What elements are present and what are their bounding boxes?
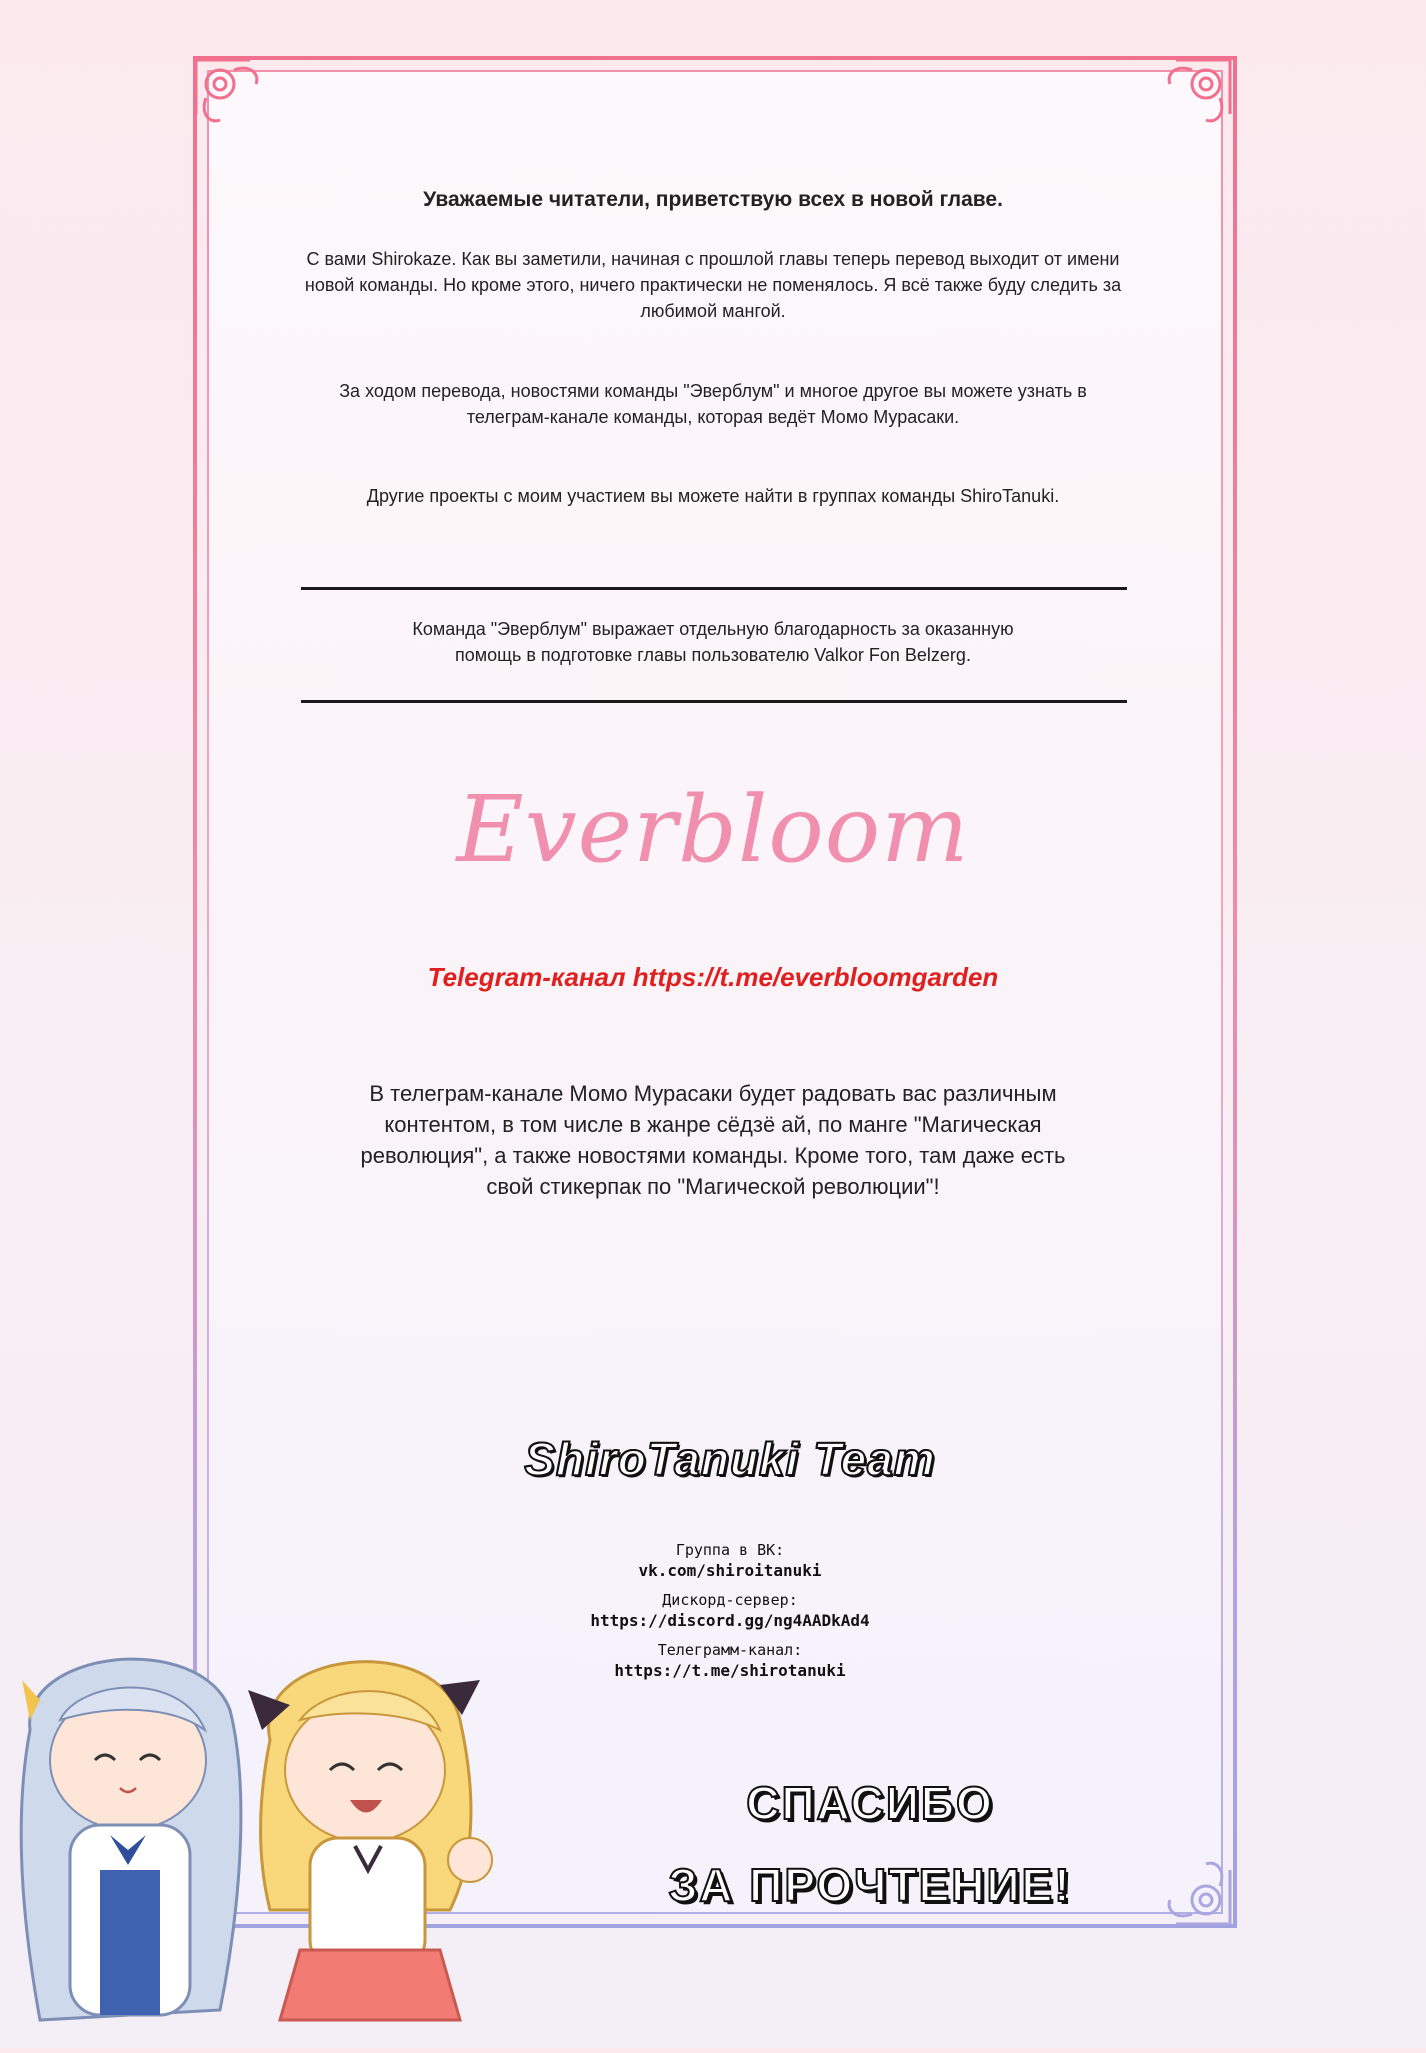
text-line: Команда "Эверблум" выражает отдельную благодарность за оказанную (412, 619, 1014, 639)
team-title: ShiroTanuki Team (524, 1433, 936, 1485)
discord-link[interactable]: https://discord.gg/ng4AADkAd4 (590, 1611, 870, 1630)
text-line: За ходом перевода, новостями команды "Эверблум" и многое другое вы можете узнать в (339, 381, 1087, 401)
closing-line-1: СПАСИБО (746, 1777, 994, 1829)
text-line: С вами Shirokaze. Как вы заметили, начиная с прошлой главы теперь перевод выходит от имени (306, 249, 1120, 269)
everbloom-logo: Everbloom (456, 776, 970, 883)
text-line: контентом, в том числе в жанре сёдзё ай, по манге "Магическая (384, 1112, 1042, 1137)
text-line: телеграм-канале команды, которая ведёт Момо Мурасаки. (466, 407, 960, 427)
letter-paragraph-2 (260, 378, 1166, 430)
vk-link[interactable]: vk.com/shiroitanuki (638, 1561, 822, 1580)
ornament-corner-icon (190, 54, 280, 144)
blonde-girl-icon (248, 1662, 492, 2020)
ornament-corner-icon (1146, 1840, 1236, 1930)
letter-paragraph-3: Другие проекты с моим участием вы можете найти в группах команды ShiroTanuki. (366, 486, 1060, 506)
telegram-description (330, 1078, 1096, 1202)
vk-label: Группа в ВК: (675, 1541, 785, 1559)
letter-greeting: Уважаемые читатели, приветствую всех в новой главе. (423, 188, 1003, 211)
closing-line-2: ЗА ПРОЧТЕНИЕ! (668, 1859, 1072, 1911)
text-line: революция", а также новостями команды. Кроме того, там даже есть (360, 1143, 1066, 1168)
silver-haired-girl-icon (21, 1659, 241, 2020)
divider (301, 587, 1127, 590)
text-line: новой команды. Но кроме этого, ничего практически не поменялось. Я всё также буду следить за (304, 275, 1122, 295)
thanks-note (260, 616, 1166, 668)
letter-paragraph-1 (260, 246, 1166, 324)
telegram-link[interactable]: Telegram-канал https://t.me/everbloomgarden (427, 962, 999, 992)
discord-label: Дискорд-сервер: (662, 1591, 798, 1609)
telegram-label: Телеграмм-канал: (657, 1641, 803, 1659)
chibi-characters-illustration (0, 1610, 640, 2048)
divider (301, 700, 1127, 703)
text-line: помощь в подготовке главы пользователю Valkor Fon Belzerg. (455, 645, 971, 665)
text-line: любимой мангой. (640, 301, 786, 321)
text-line: свой стикерпак по "Магической революции"! (486, 1174, 940, 1199)
telegram-team-link[interactable]: https://t.me/shirotanuki (614, 1661, 846, 1680)
text-line: В телеграм-канале Момо Мурасаки будет радовать вас различным (369, 1081, 1057, 1106)
ornament-corner-icon (1146, 54, 1236, 144)
